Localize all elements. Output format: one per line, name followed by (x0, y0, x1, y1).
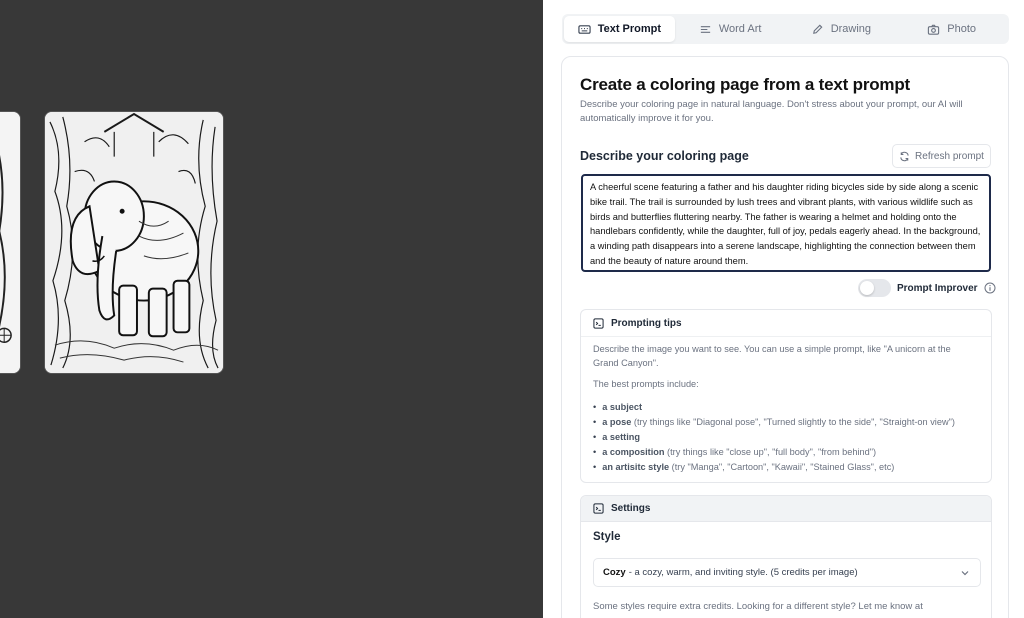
tab-word-art[interactable] (675, 16, 786, 42)
tips-best-label: The best prompts include: (593, 379, 699, 389)
tab-text-prompt[interactable] (564, 16, 675, 42)
info-icon[interactable] (984, 282, 996, 294)
list-item: • a composition (try things like "close up", "full body", "from behind") (593, 445, 955, 460)
style-label: Style (593, 531, 621, 543)
tips-icon (593, 318, 604, 329)
keyboard-icon (578, 23, 591, 36)
prompt-improver-toggle[interactable] (858, 279, 891, 297)
divider (581, 336, 991, 337)
prompting-tips-header[interactable] (593, 318, 682, 329)
chevron-down-icon (960, 568, 970, 578)
tips-list (593, 400, 955, 475)
coloring-page-thumbnail-partial[interactable] (0, 111, 21, 374)
tab-drawing[interactable] (786, 16, 897, 42)
text-prompt-card (561, 56, 1009, 618)
page-title: Create a coloring page from a text prompt (580, 75, 910, 94)
pencil-icon (811, 23, 824, 36)
coloring-page-thumbnail[interactable] (44, 111, 224, 374)
prompt-textarea[interactable] (581, 174, 991, 272)
refresh-icon (899, 151, 910, 162)
style-select[interactable] (593, 558, 981, 587)
list-item: • an artisitc style (try "Manga", "Cartoon", "Kawaii", "Stained Glass", etc) (593, 460, 955, 475)
prompting-tips-panel (580, 309, 992, 483)
settings-icon (593, 503, 604, 514)
list-item: • a subject (593, 400, 955, 415)
text-lines-icon (699, 23, 712, 36)
refresh-prompt-button[interactable] (892, 144, 991, 168)
tab-label: Photo (947, 23, 976, 35)
settings-panel (580, 495, 992, 618)
camera-icon (927, 23, 940, 36)
tab-photo[interactable] (896, 16, 1007, 42)
prompt-improver-row (858, 279, 996, 297)
editor-panel (543, 0, 1024, 618)
tab-label: Text Prompt (597, 23, 662, 35)
input-mode-tabs (562, 14, 1009, 44)
prompt-improver-label: Prompt Improver (897, 282, 978, 294)
prompting-tips-title: Prompting tips (611, 318, 682, 329)
tips-intro: Describe the image you want to see. You can use a simple prompt, like "A unicorn at the Grand Canyon". (593, 344, 951, 368)
style-selected-description: - a cozy, warm, and inviting style. (5 credits per image) (628, 567, 858, 578)
describe-label: Describe your coloring page (580, 149, 749, 163)
tab-label: Word Art (718, 23, 762, 35)
refresh-prompt-label: Refresh prompt (915, 150, 984, 162)
page-subtitle: Describe your coloring page in natural language. Don't stress about your prompt, our AI will automatically improve it for you. (580, 99, 963, 124)
settings-header[interactable] (593, 503, 650, 514)
list-item: • a setting (593, 430, 955, 445)
style-selected-name: Cozy (603, 567, 626, 578)
settings-title: Settings (611, 503, 651, 514)
tab-label: Drawing (830, 23, 872, 35)
list-item: • a pose (try things like "Diagonal pose", "Turned slightly to the side", "Straight-on view") (593, 415, 955, 430)
styles-note: Some styles require extra credits. Looking for a different style? Let me know at (593, 601, 923, 612)
